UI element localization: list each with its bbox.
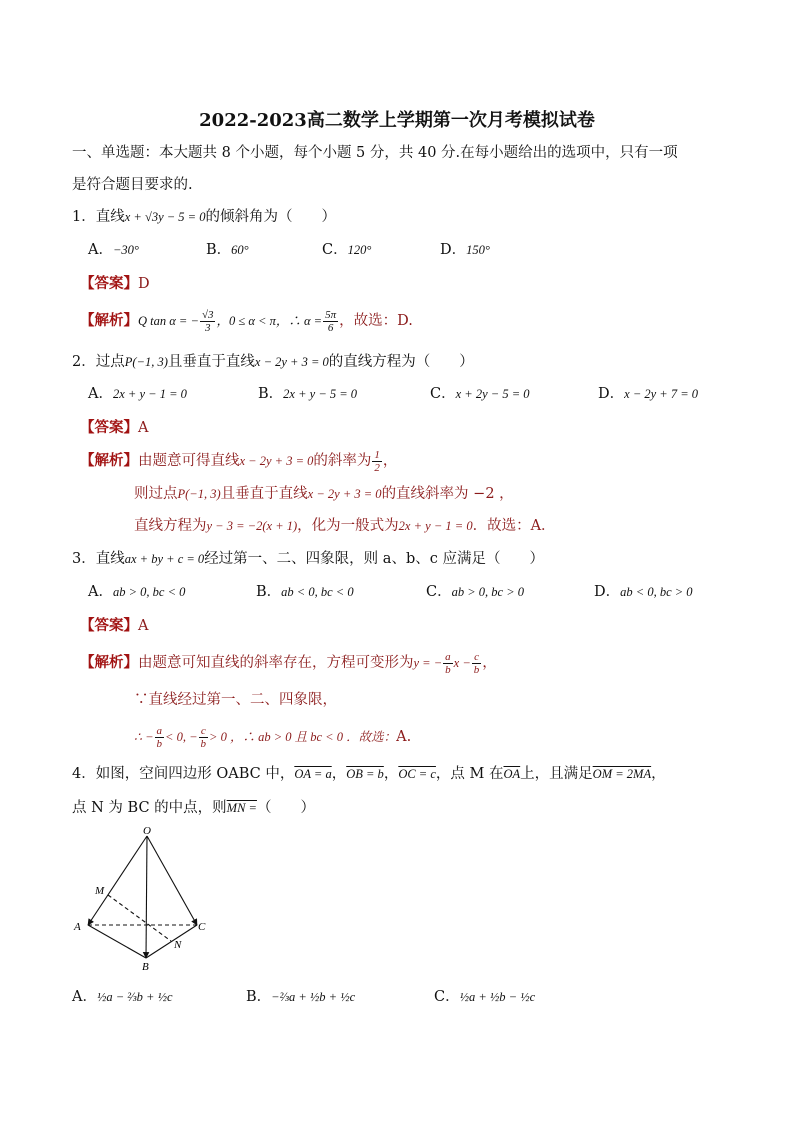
- option-value: 120°: [347, 243, 372, 257]
- frac-den: 6: [327, 321, 334, 334]
- q3-analysis-line2: ∵直线经过第一、二、四象限，: [134, 692, 337, 708]
- q3-option-c[interactable]: [426, 582, 524, 602]
- option-value: ½a − ⅔b + ½c: [96, 990, 173, 1004]
- frac-den: b: [200, 737, 207, 750]
- text: ，: [651, 766, 666, 782]
- q1-stem-math: x + √3y − 5 = 0: [124, 210, 206, 224]
- q2-line: x − 2y + 3 = 0: [254, 355, 329, 369]
- edge-ab: [88, 925, 146, 958]
- option-label: A．: [88, 584, 113, 600]
- frac-num: a: [445, 650, 451, 663]
- q3-option-a[interactable]: [88, 582, 185, 602]
- option-label: C．: [430, 386, 456, 402]
- q1-option-d[interactable]: [440, 240, 490, 260]
- q3-answer: [80, 616, 148, 636]
- frac-num: √3: [201, 308, 214, 321]
- page-title: 2022-2023高二数学上学期第一次月考模拟试卷: [199, 110, 595, 131]
- frac-num: a: [156, 724, 163, 737]
- vector: OC = c: [398, 767, 436, 781]
- vector: OM = 2MA: [592, 767, 652, 781]
- q1-option-b[interactable]: [206, 240, 249, 260]
- edge-ob: [146, 836, 147, 958]
- math: ax + by + c = 0: [124, 552, 205, 566]
- math: y = −: [413, 656, 443, 670]
- text: ，: [482, 655, 497, 671]
- q1-answer: [80, 274, 150, 294]
- q3-analysis-line3: [134, 722, 411, 752]
- frac-num: c: [199, 725, 209, 738]
- q4-stem-line1: 4．如图，空间四边形 OABC 中，OA = a，OB = b，OC = c，点 M 在$\overline{OA}$上，且满足OM = 2MA，: [72, 766, 666, 782]
- q1-stem: [72, 207, 336, 227]
- math: 2x + y − 1 = 0: [398, 519, 473, 533]
- q2-option-b[interactable]: [258, 384, 357, 404]
- q4-option-b[interactable]: [246, 987, 355, 1007]
- q4-option-a[interactable]: [72, 987, 173, 1007]
- answer-value: A: [138, 618, 149, 634]
- analysis-tag: 【解析】: [80, 312, 138, 329]
- option-label: C．: [434, 989, 460, 1005]
- vector: OB = b: [346, 767, 384, 781]
- q1-analysis-math: Q tan α = −: [138, 314, 199, 328]
- vector: MN =: [226, 801, 257, 815]
- label-o: O: [143, 825, 151, 837]
- text: 4．如图，空间四边形 OABC 中，: [72, 766, 295, 782]
- option-value: 60°: [231, 243, 249, 257]
- text: 3．直线: [72, 551, 125, 567]
- option-value: −⅔a + ½b + ½c: [271, 990, 356, 1004]
- label-m: M: [95, 885, 105, 897]
- frac-den: 3: [204, 321, 211, 334]
- frac-den: b: [445, 663, 451, 676]
- math: y − 3 = −2(x + 1): [206, 519, 298, 533]
- math: ∴ −: [134, 730, 154, 744]
- option-label: B．: [258, 386, 284, 402]
- option-value: −30°: [112, 243, 139, 257]
- edge-oc: [147, 836, 197, 925]
- q1-analysis: [80, 306, 413, 336]
- label-b: B: [142, 961, 149, 973]
- q1-stem-text: 1．直线: [72, 209, 125, 225]
- text: ．故选：A．: [472, 518, 556, 534]
- math: x − 2y + 3 = 0: [307, 487, 382, 501]
- q2-option-d[interactable]: [598, 384, 698, 404]
- text: ，点 M 在: [435, 766, 504, 782]
- option-value: 150°: [466, 243, 490, 257]
- option-value: 2x + y − 1 = 0: [112, 387, 187, 401]
- q1-option-a[interactable]: [88, 240, 139, 260]
- q1-option-c[interactable]: [322, 240, 371, 260]
- q2-stem: [72, 352, 474, 372]
- text: 的直线斜率为 −2 ，: [381, 486, 514, 502]
- section-intro-line1: 一、单选题：本大题共 8 个小题，每个小题 5 分，共 40 分.在每小题给出的选项中，只有一项: [72, 145, 678, 161]
- option-label: A．: [88, 386, 113, 402]
- q2-point: P(−1, 3): [124, 355, 168, 369]
- label-c: C: [198, 921, 206, 933]
- q2-stem-mid: 且垂直于直线: [167, 354, 255, 370]
- edge-oa: [88, 836, 147, 925]
- math: x − 2y + 3 = 0: [239, 454, 314, 468]
- option-label: A．: [88, 242, 113, 258]
- text: 上，且满足: [520, 766, 593, 782]
- text: ，化为一般式为: [297, 518, 399, 534]
- text: 直线方程为: [134, 518, 207, 534]
- q1-frac-1: [200, 309, 216, 334]
- text: 且垂直于直线: [220, 486, 308, 502]
- answer-value: D: [138, 276, 150, 292]
- frac-num: 1: [374, 448, 380, 461]
- math: P(−1, 3): [177, 487, 221, 501]
- option-label: D．: [594, 584, 621, 600]
- text: 由题意可知直线的斜率存在，方程可变形为: [138, 655, 414, 671]
- option-value: ab < 0, bc > 0: [620, 585, 693, 599]
- q2-option-a[interactable]: [88, 384, 187, 404]
- section-intro-line2: 是符合题目要求的.: [72, 177, 193, 193]
- q2-stem-post: 的直线方程为（ ）: [328, 354, 474, 370]
- q1-stem-post: 的倾斜角为（ ）: [205, 209, 336, 225]
- q3-analysis-line1: [80, 648, 497, 678]
- q2-analysis-line2: [134, 484, 514, 504]
- math: x −: [453, 656, 471, 670]
- text: （ ）: [256, 800, 315, 816]
- text: 的斜率为: [313, 453, 372, 469]
- text: A.: [396, 729, 412, 745]
- frac-den: 2: [374, 461, 380, 474]
- frac-num: 5π: [325, 308, 337, 321]
- q2-analysis-line1: [80, 446, 397, 476]
- frac: [472, 651, 482, 676]
- vector: $\overline{OA}$: [503, 767, 521, 781]
- answer-tag: 【答案】: [80, 419, 138, 436]
- option-label: C．: [426, 584, 452, 600]
- option-label: D．: [440, 242, 467, 258]
- option-value: ab > 0, bc > 0: [451, 585, 525, 599]
- text: 点 N 为 BC 的中点，则: [72, 800, 227, 816]
- option-value: x − 2y + 7 = 0: [624, 387, 699, 401]
- q2-analysis-line3: [134, 516, 556, 536]
- q1-analysis-math-b: ，0 ≤ α < π，∴ α =: [216, 314, 323, 328]
- frac-num: c: [472, 651, 482, 664]
- option-label: B．: [206, 242, 232, 258]
- frac-den: b: [473, 663, 480, 676]
- frac: [155, 725, 165, 750]
- option-value: ab < 0, bc < 0: [281, 585, 354, 599]
- option-label: B．: [246, 989, 272, 1005]
- answer-tag: 【答案】: [80, 617, 138, 634]
- q4-option-c[interactable]: [434, 987, 535, 1007]
- frac: [372, 449, 382, 474]
- frac: [199, 725, 209, 750]
- analysis-tag: 【解析】: [80, 654, 138, 671]
- answer-tag: 【答案】: [80, 275, 138, 292]
- q2-answer: [80, 418, 148, 438]
- option-label: A．: [72, 989, 97, 1005]
- tetrahedron-figure: [70, 822, 220, 974]
- answer-value: A: [138, 420, 149, 436]
- analysis-tag: 【解析】: [80, 452, 138, 469]
- text: 由题意可得直线: [138, 453, 240, 469]
- q1-analysis-end: ，故选：D.: [339, 313, 413, 329]
- option-value: ab > 0, bc < 0: [112, 585, 186, 599]
- label-n: N: [174, 939, 182, 951]
- text: 则过点: [134, 486, 178, 502]
- q3-option-b[interactable]: [256, 582, 354, 602]
- edge-bc: [146, 925, 197, 958]
- frac: [443, 651, 453, 676]
- frac-den: b: [156, 737, 163, 750]
- q1-frac-2: [323, 309, 338, 334]
- option-value: ½a + ½b − ½c: [459, 990, 536, 1004]
- option-label: B．: [256, 584, 282, 600]
- option-label: C．: [322, 242, 348, 258]
- vector: OA = a: [294, 767, 332, 781]
- text: 经过第一、二、四象限，则 a、b、c 应满足（ ）: [204, 551, 544, 567]
- math: < 0, −: [165, 730, 198, 744]
- option-value: 2x + y − 5 = 0: [283, 387, 358, 401]
- text: ，: [382, 453, 398, 469]
- math: > 0 ，∴ ab > 0 且 bc < 0 ．故选：: [209, 730, 397, 744]
- q2-stem-text: 2．过点: [72, 354, 125, 370]
- option-value: x + 2y − 5 = 0: [455, 387, 530, 401]
- q3-stem: [72, 549, 544, 569]
- q2-option-c[interactable]: [430, 384, 530, 404]
- segment-mn: [108, 895, 171, 941]
- q4-stem-line2: [72, 798, 315, 818]
- option-label: D．: [598, 386, 625, 402]
- label-a: A: [74, 921, 81, 933]
- q3-option-d[interactable]: [594, 582, 693, 602]
